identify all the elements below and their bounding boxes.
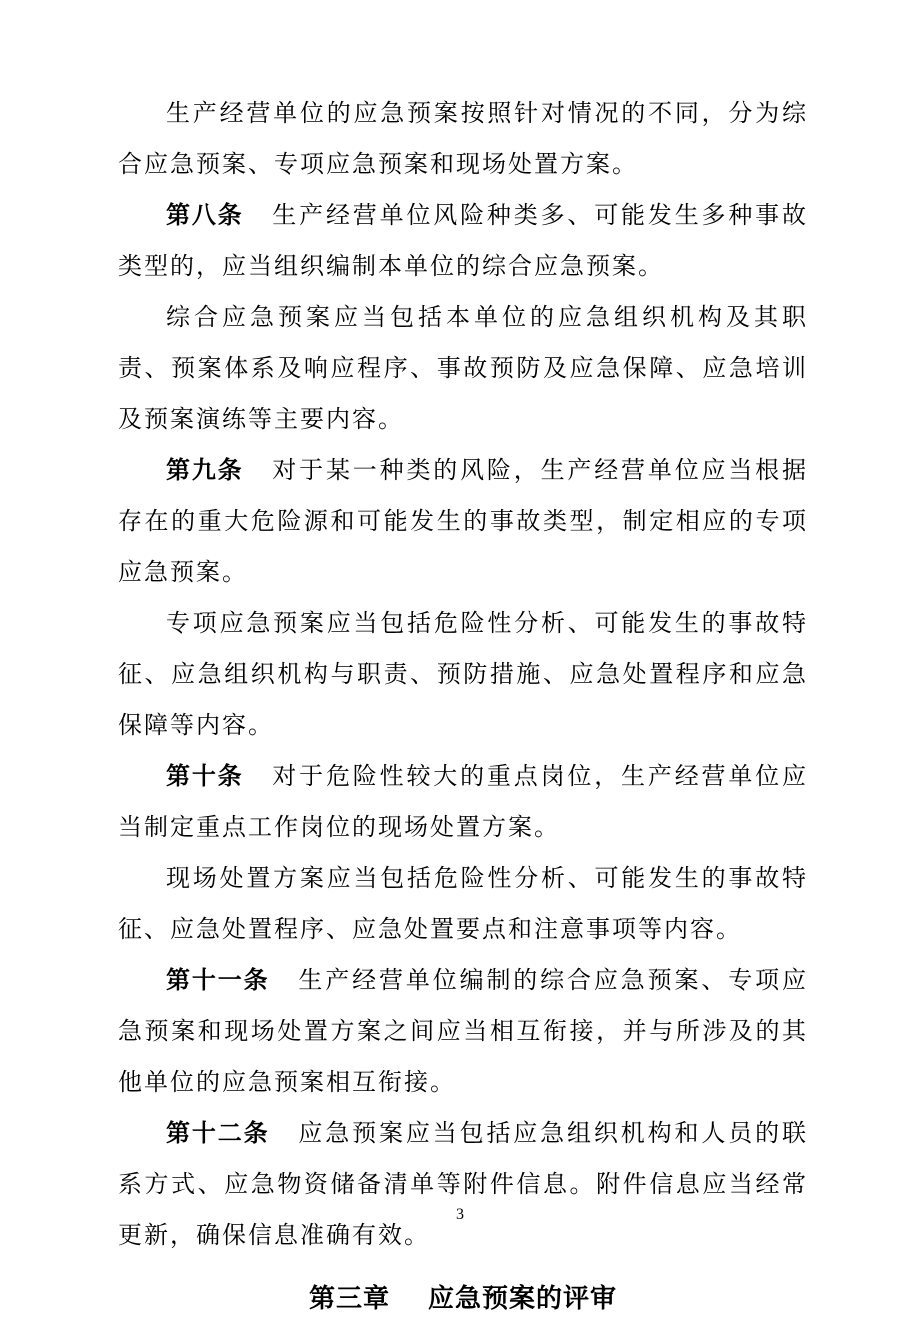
article-label: 第十一条 bbox=[166, 966, 270, 994]
article-11 bbox=[118, 955, 808, 1108]
article-label: 第九条 bbox=[166, 456, 244, 484]
chapter-heading bbox=[118, 1279, 808, 1319]
article-label: 第八条 bbox=[166, 201, 244, 229]
document-body bbox=[118, 88, 808, 1319]
paragraph-onsite-content bbox=[118, 853, 808, 955]
paragraph-text: 生产经营单位的应急预案按照针对情况的不同，分为综合应急预案、专项应急预案和现场处置方案。 bbox=[118, 99, 808, 178]
chapter-title: 应急预案的评审 bbox=[428, 1284, 618, 1314]
paragraph-text: 对于危险性较大的重点岗位，生产经营单位应当制定重点工作岗位的现场处置方案。 bbox=[118, 762, 809, 841]
article-9 bbox=[118, 445, 808, 598]
paragraph-text: 综合应急预案应当包括本单位的应急组织机构及其职责、预案体系及响应程序、事故预防及应急保障、应急培训及预案演练等主要内容。 bbox=[118, 303, 808, 433]
paragraph-text: 对于某一种类的风险，生产经营单位应当根据存在的重大危险源和可能发生的事故类型，制定相应的专项应急预案。 bbox=[118, 456, 809, 586]
paragraph-text: 专项应急预案应当包括危险性分析、可能发生的事故特征、应急组织机构与职责、预防措施、应急处置程序和应急保障等内容。 bbox=[118, 609, 808, 739]
article-10 bbox=[118, 751, 808, 853]
paragraph-text: 生产经营单位编制的综合应急预案、专项应急预案和现场处置方案之间应当相互衔接，并与所涉及的其他单位的应急预案相互衔接。 bbox=[118, 966, 809, 1096]
paragraph-special-content bbox=[118, 598, 808, 751]
paragraph-text: 现场处置方案应当包括危险性分析、可能发生的事故特征、应急处置程序、应急处置要点和注意事项等内容。 bbox=[118, 864, 808, 943]
article-label: 第十条 bbox=[166, 762, 244, 790]
chapter-number: 第三章 bbox=[308, 1284, 390, 1314]
paragraph-scheme-types bbox=[118, 88, 808, 190]
article-label: 第十二条 bbox=[166, 1119, 270, 1147]
page-number: 3 bbox=[456, 1206, 464, 1223]
article-8 bbox=[118, 190, 808, 292]
paragraph-text: 应急预案应当包括应急组织机构和人员的联系方式、应急物资储备清单等附件信息。附件信息应当经常更新，确保信息准确有效。 bbox=[118, 1119, 809, 1249]
paragraph-text: 生产经营单位风险种类多、可能发生多种事故类型的，应当组织编制本单位的综合应急预案。 bbox=[118, 201, 809, 280]
article-12 bbox=[118, 1108, 808, 1261]
paragraph-comprehensive-content bbox=[118, 292, 808, 445]
